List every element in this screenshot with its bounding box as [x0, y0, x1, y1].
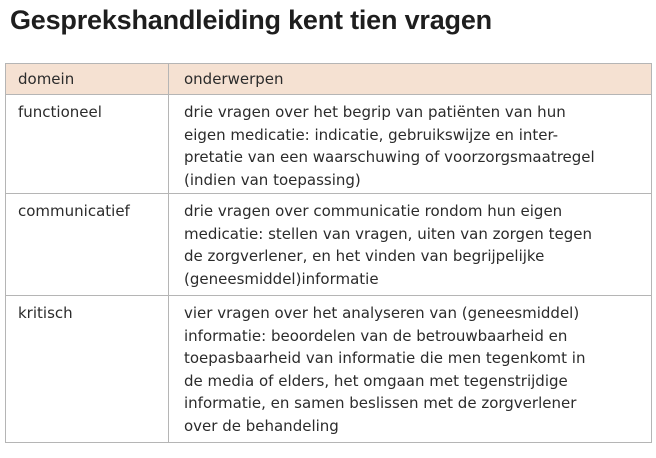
topics-cell	[169, 296, 652, 443]
topic-line: vier vragen over het analyseren van (geneesmiddel)	[184, 304, 580, 322]
topic-line: drie vragen over communicatie rondom hun eigen	[184, 202, 563, 220]
topic-line: (geneesmiddel)informatie	[184, 269, 379, 288]
topics-cell	[169, 194, 652, 296]
topic-line: toepasbaarheid van informatie die men tegenkomt in	[184, 349, 586, 367]
domain-cell: kritisch	[6, 296, 169, 443]
topic-line: de media of elders, het omgaan met tegenstrijdige	[184, 371, 568, 390]
table-header-row	[6, 64, 652, 95]
topic-line: pretatie van een waarschuwing of voorzorgsmaatregel	[184, 148, 595, 166]
topic-line: informatie, en samen beslissen met de zorgverlener	[184, 394, 577, 412]
topic-line: eigen medicatie: indicatie, gebruikswijze en inter-	[184, 125, 559, 144]
table-row	[6, 95, 652, 194]
domain-cell: communicatief	[6, 194, 169, 296]
header-domain: domein	[6, 64, 169, 95]
table-row	[6, 296, 652, 443]
header-topics: onderwerpen	[169, 64, 652, 95]
topic-line: (indien van toepassing)	[184, 170, 361, 189]
conversation-guide-table	[5, 63, 652, 443]
topic-line: de zorgverlener, en het vinden van begrijpelijke	[184, 247, 545, 265]
topic-line: medicatie: stellen van vragen, uiten van zorgen tegen	[184, 224, 592, 243]
domain-cell: functioneel	[6, 95, 169, 194]
table-row	[6, 194, 652, 296]
topics-cell	[169, 95, 652, 194]
page-title: Gesprekshandleiding kent tien vragen	[10, 5, 492, 35]
topic-line: informatie: beoordelen van de betrouwbaarheid en	[184, 326, 568, 345]
topic-line: drie vragen over het begrip van patiënten van hun	[184, 103, 566, 121]
topic-line: over de behandeling	[184, 416, 339, 435]
